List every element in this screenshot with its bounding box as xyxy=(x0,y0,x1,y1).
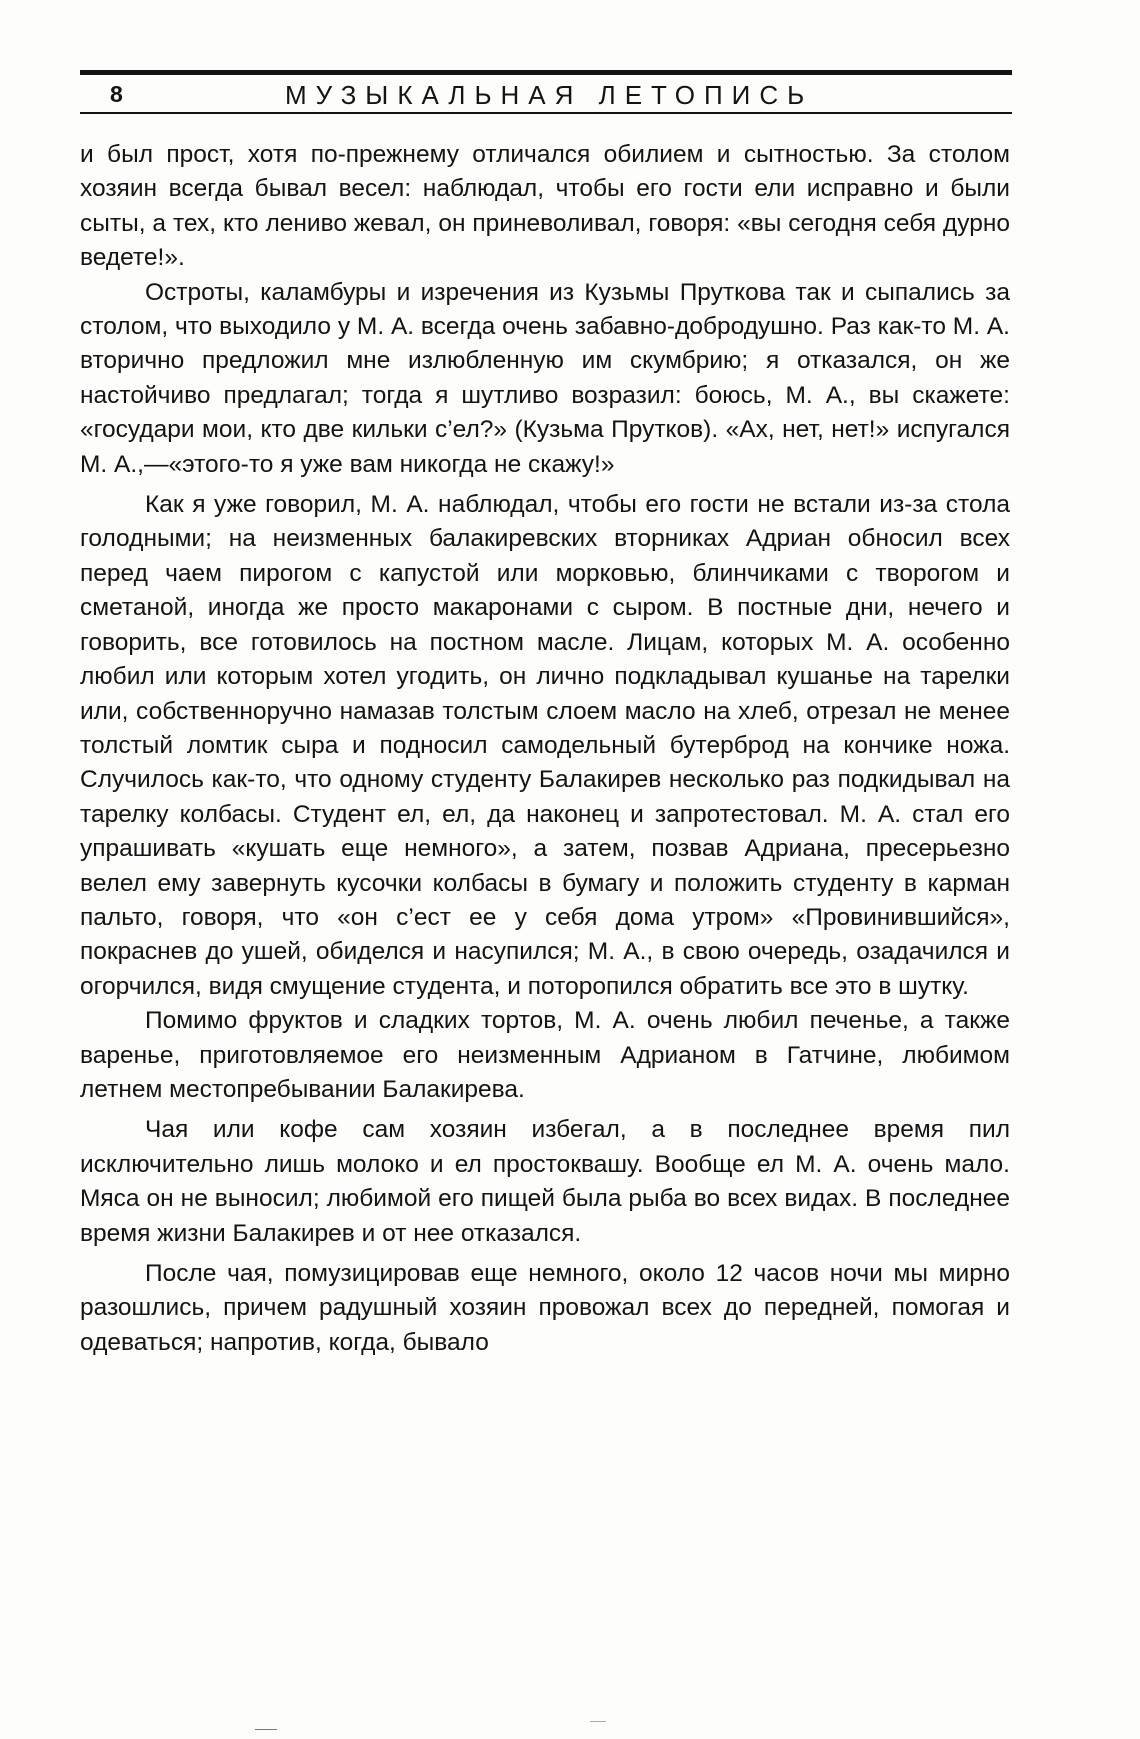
body-text xyxy=(80,138,1010,1360)
paragraph-sweets: Помимо фруктов и сладких тортов, М. А. очень любил печенье, а также варенье, приготовляемое его неизменным Адрианом в Гатчине, любимом летнем местопребывании Балакирева. xyxy=(80,1007,1010,1103)
paragraph-after-tea: После чая, помузицировав еще немного, около 12 часов ночи мы мирно разошлись, причем радушный хозяин провожал всех до передней, помогая и одеваться; напротив, когда, бывало xyxy=(80,1260,1010,1356)
running-head xyxy=(80,70,1012,114)
paragraph-continued: и был прост, хотя по-прежнему отличался обилием и сытностью. За столом хозяин всегда бывал весел: наблюдал, чтобы его гости ели исправно и были сыты, а тех, кто лениво жевал, он приневоливал, говоря: «вы сегодня себя дурно ведете!». xyxy=(80,141,1010,272)
paragraph-tea-coffee: Чая или кофе сам хозяин избегал, а в последнее время пил исключительно лишь молоко и ел простоквашу. Вообще ел М. А. очень мало. Мяса он не выносил; любимой его пищей была рыба во всех видах. В последнее время жизни Балакирев и от нее отказался. xyxy=(80,1116,1010,1247)
paragraph-prutkov-puns: Остроты, каламбуры и изречения из Кузьмы Пруткова так и сыпались за столом, что выходило у М. А. всегда очень забавно-добродушно. Раз как-то М. А. вторично предложил мне излюбленную им скумбрию; я отказался, он же настойчиво предлагал; тогда я шутливо возразил: боюсь, М. А., вы скажете: «государи мои, кто две кильки с’ел?» (Кузьма Прутков). «Ах, нет, нет!» испугался М. А.,—«этого-то я уже вам никогда не скажу!» xyxy=(80,278,1010,478)
journal-title: МУЗЫКАЛЬНАЯ ЛЕТОПИСЬ xyxy=(285,80,814,110)
page-number: 8 xyxy=(110,81,124,107)
print-mark-left xyxy=(255,1729,277,1730)
print-mark-right xyxy=(590,1721,606,1722)
paragraph-tuesday-dinners: Как я уже говорил, М. А. наблюдал, чтобы его гости не встали из-за стола голодными; на неизменных балакиревских вторниках Адриан обносил всех перед чаем пирогом с капустой или морковью, блинчиками с творогом и сметаной, иногда же просто макаронами с сыром. В постные дни, нечего и говорить, все готовилось на постном масле. Лицам, которых М. А. особенно любил или которым хотел угодить, он лично подкладывал кушанье на тарелки или, собственноручно намазав толстым слоем масло на хлеб, отрезал не менее толстый ломтик сыра и подносил самодельный бутерброд на кончике ножа. Случилось как-то, что одному студенту Балакирев несколько раз подкидывал на тарелку колбасы. Студент ел, ел, да наконец и запротестовал. М. А. стал его упрашивать «кушать еще немного», а затем, позвав Адриана, пресерьезно велел ему завернуть кусочки колбасы в бумагу и положить студенту в карман пальто, говоря, что «он с’ест ее у себя дома утром» «Провинившийся», покраснев до ушей, обиделся и насупился; М. А., в свою очередь, озадачился и огорчился, видя смущение студента, и поторопился обратить все это в шутку. xyxy=(80,491,1010,1000)
